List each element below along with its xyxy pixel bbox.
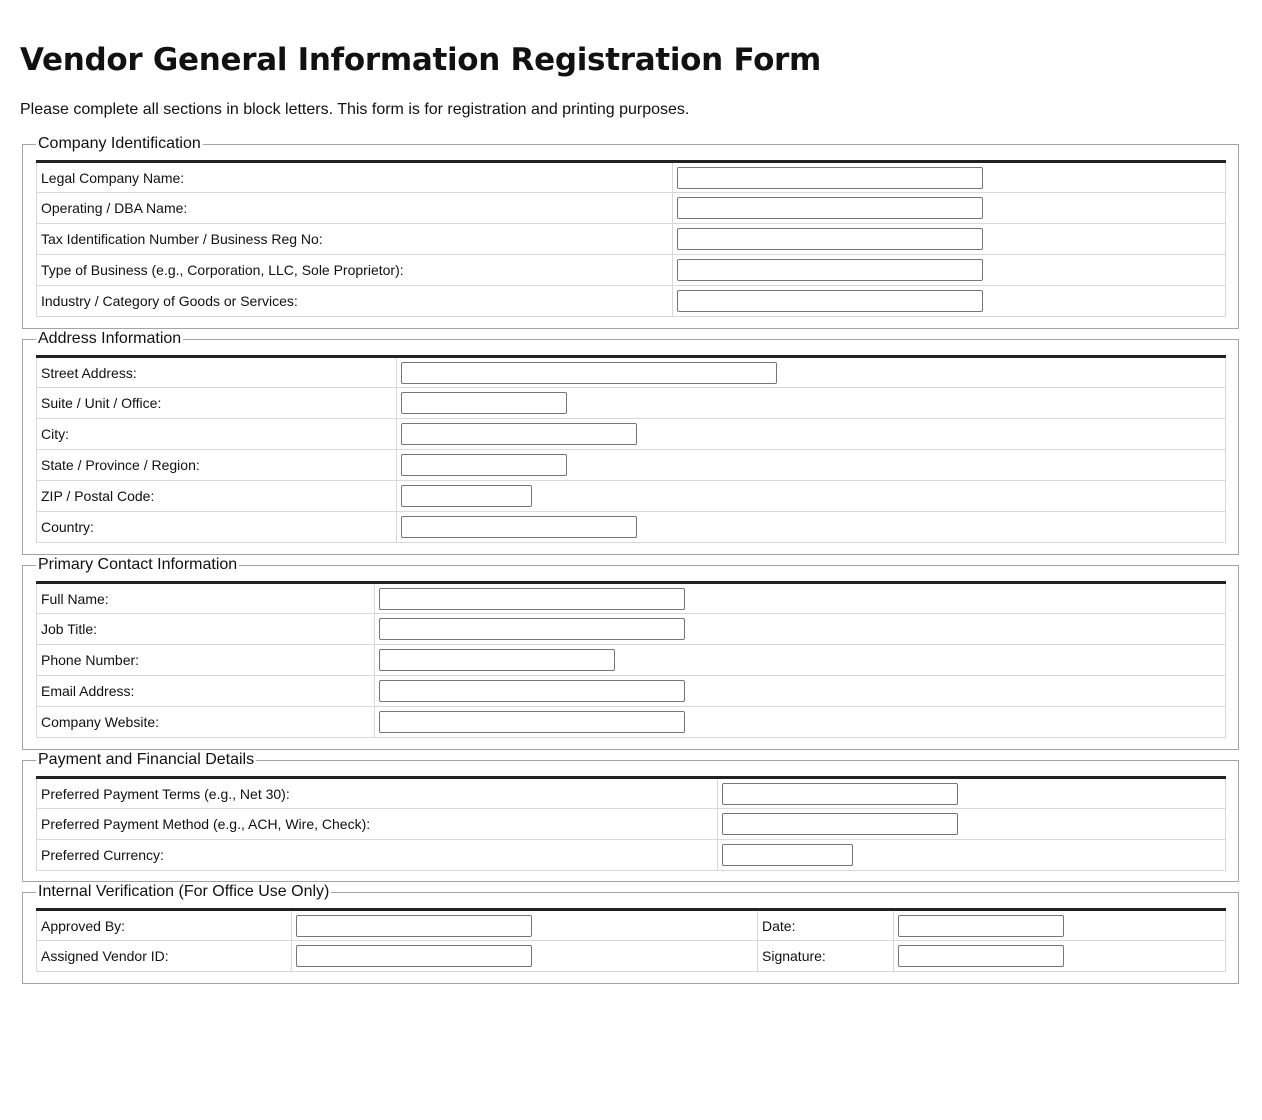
suite-unit-input[interactable] bbox=[401, 392, 567, 414]
field-label: Country: bbox=[37, 512, 397, 543]
field-label: Legal Company Name: bbox=[37, 162, 673, 193]
field-label: Preferred Payment Method (e.g., ACH, Wire, Check): bbox=[37, 809, 718, 840]
table-row bbox=[37, 286, 1226, 317]
field-label: Suite / Unit / Office: bbox=[37, 388, 397, 419]
business-type-input[interactable] bbox=[677, 259, 983, 281]
postal-code-input[interactable] bbox=[401, 485, 532, 507]
company-website-input[interactable] bbox=[379, 711, 685, 733]
table-row bbox=[37, 676, 1226, 707]
signature-input[interactable] bbox=[898, 945, 1064, 967]
table-row bbox=[37, 941, 1226, 972]
field-label: Industry / Category of Goods or Services: bbox=[37, 286, 673, 317]
field-label: Approved By: bbox=[37, 910, 292, 941]
table-row bbox=[37, 419, 1226, 450]
table-row bbox=[37, 778, 1226, 809]
legal-company-name-input[interactable] bbox=[677, 167, 983, 189]
field-label: Type of Business (e.g., Corporation, LLC, Sole Proprietor): bbox=[37, 255, 673, 286]
address-information-section bbox=[22, 330, 1239, 555]
primary-contact-section bbox=[22, 556, 1239, 750]
company-identification-table bbox=[36, 160, 1226, 317]
field-label: Street Address: bbox=[37, 357, 397, 388]
address-information-table bbox=[36, 355, 1226, 543]
field-label: ZIP / Postal Code: bbox=[37, 481, 397, 512]
currency-input[interactable] bbox=[722, 844, 853, 866]
table-row bbox=[37, 224, 1226, 255]
table-row bbox=[37, 809, 1226, 840]
payment-financial-table bbox=[36, 776, 1226, 871]
dba-name-input[interactable] bbox=[677, 197, 983, 219]
field-label: Operating / DBA Name: bbox=[37, 193, 673, 224]
internal-verification-section bbox=[22, 883, 1239, 984]
country-input[interactable] bbox=[401, 516, 637, 538]
table-row bbox=[37, 512, 1226, 543]
industry-category-input[interactable] bbox=[677, 290, 983, 312]
table-row bbox=[37, 910, 1226, 941]
section-legend: Address Information bbox=[38, 330, 182, 347]
field-label: Full Name: bbox=[37, 583, 375, 614]
table-row bbox=[37, 645, 1226, 676]
field-label: Phone Number: bbox=[37, 645, 375, 676]
city-input[interactable] bbox=[401, 423, 637, 445]
field-label: Tax Identification Number / Business Reg No: bbox=[37, 224, 673, 255]
table-row bbox=[37, 614, 1226, 645]
state-province-input[interactable] bbox=[401, 454, 567, 476]
field-label: Job Title: bbox=[37, 614, 375, 645]
phone-number-input[interactable] bbox=[379, 649, 615, 671]
page-title: Vendor General Information Registration Form bbox=[20, 42, 822, 78]
field-label: Preferred Currency: bbox=[37, 840, 718, 871]
internal-verification-table bbox=[36, 908, 1226, 972]
company-identification-section bbox=[22, 135, 1239, 329]
section-legend: Company Identification bbox=[38, 135, 201, 152]
table-row bbox=[37, 450, 1226, 481]
field-label: City: bbox=[37, 419, 397, 450]
section-legend: Payment and Financial Details bbox=[38, 751, 255, 768]
table-row bbox=[37, 357, 1226, 388]
table-row bbox=[37, 193, 1226, 224]
section-legend: Primary Contact Information bbox=[38, 556, 238, 573]
primary-contact-table bbox=[36, 581, 1226, 738]
job-title-input[interactable] bbox=[379, 618, 685, 640]
table-row bbox=[37, 255, 1226, 286]
street-address-input[interactable] bbox=[401, 362, 777, 384]
email-address-input[interactable] bbox=[379, 680, 685, 702]
vendor-id-input[interactable] bbox=[296, 945, 532, 967]
payment-terms-input[interactable] bbox=[722, 783, 958, 805]
field-label: Signature: bbox=[758, 941, 894, 972]
section-legend: Internal Verification (For Office Use Only) bbox=[38, 883, 330, 900]
field-label: Company Website: bbox=[37, 707, 375, 738]
table-row bbox=[37, 162, 1226, 193]
table-row bbox=[37, 481, 1226, 512]
table-row bbox=[37, 583, 1226, 614]
tax-id-input[interactable] bbox=[677, 228, 983, 250]
form-instructions: Please complete all sections in block letters. This form is for registration and printing purposes. bbox=[20, 101, 690, 118]
payment-method-input[interactable] bbox=[722, 813, 958, 835]
table-row bbox=[37, 388, 1226, 419]
date-input[interactable] bbox=[898, 915, 1064, 937]
field-label: State / Province / Region: bbox=[37, 450, 397, 481]
table-row bbox=[37, 840, 1226, 871]
field-label: Email Address: bbox=[37, 676, 375, 707]
full-name-input[interactable] bbox=[379, 588, 685, 610]
payment-financial-section bbox=[22, 751, 1239, 882]
field-label: Preferred Payment Terms (e.g., Net 30): bbox=[37, 778, 718, 809]
field-label: Assigned Vendor ID: bbox=[37, 941, 292, 972]
approved-by-input[interactable] bbox=[296, 915, 532, 937]
table-row bbox=[37, 707, 1226, 738]
field-label: Date: bbox=[758, 910, 894, 941]
